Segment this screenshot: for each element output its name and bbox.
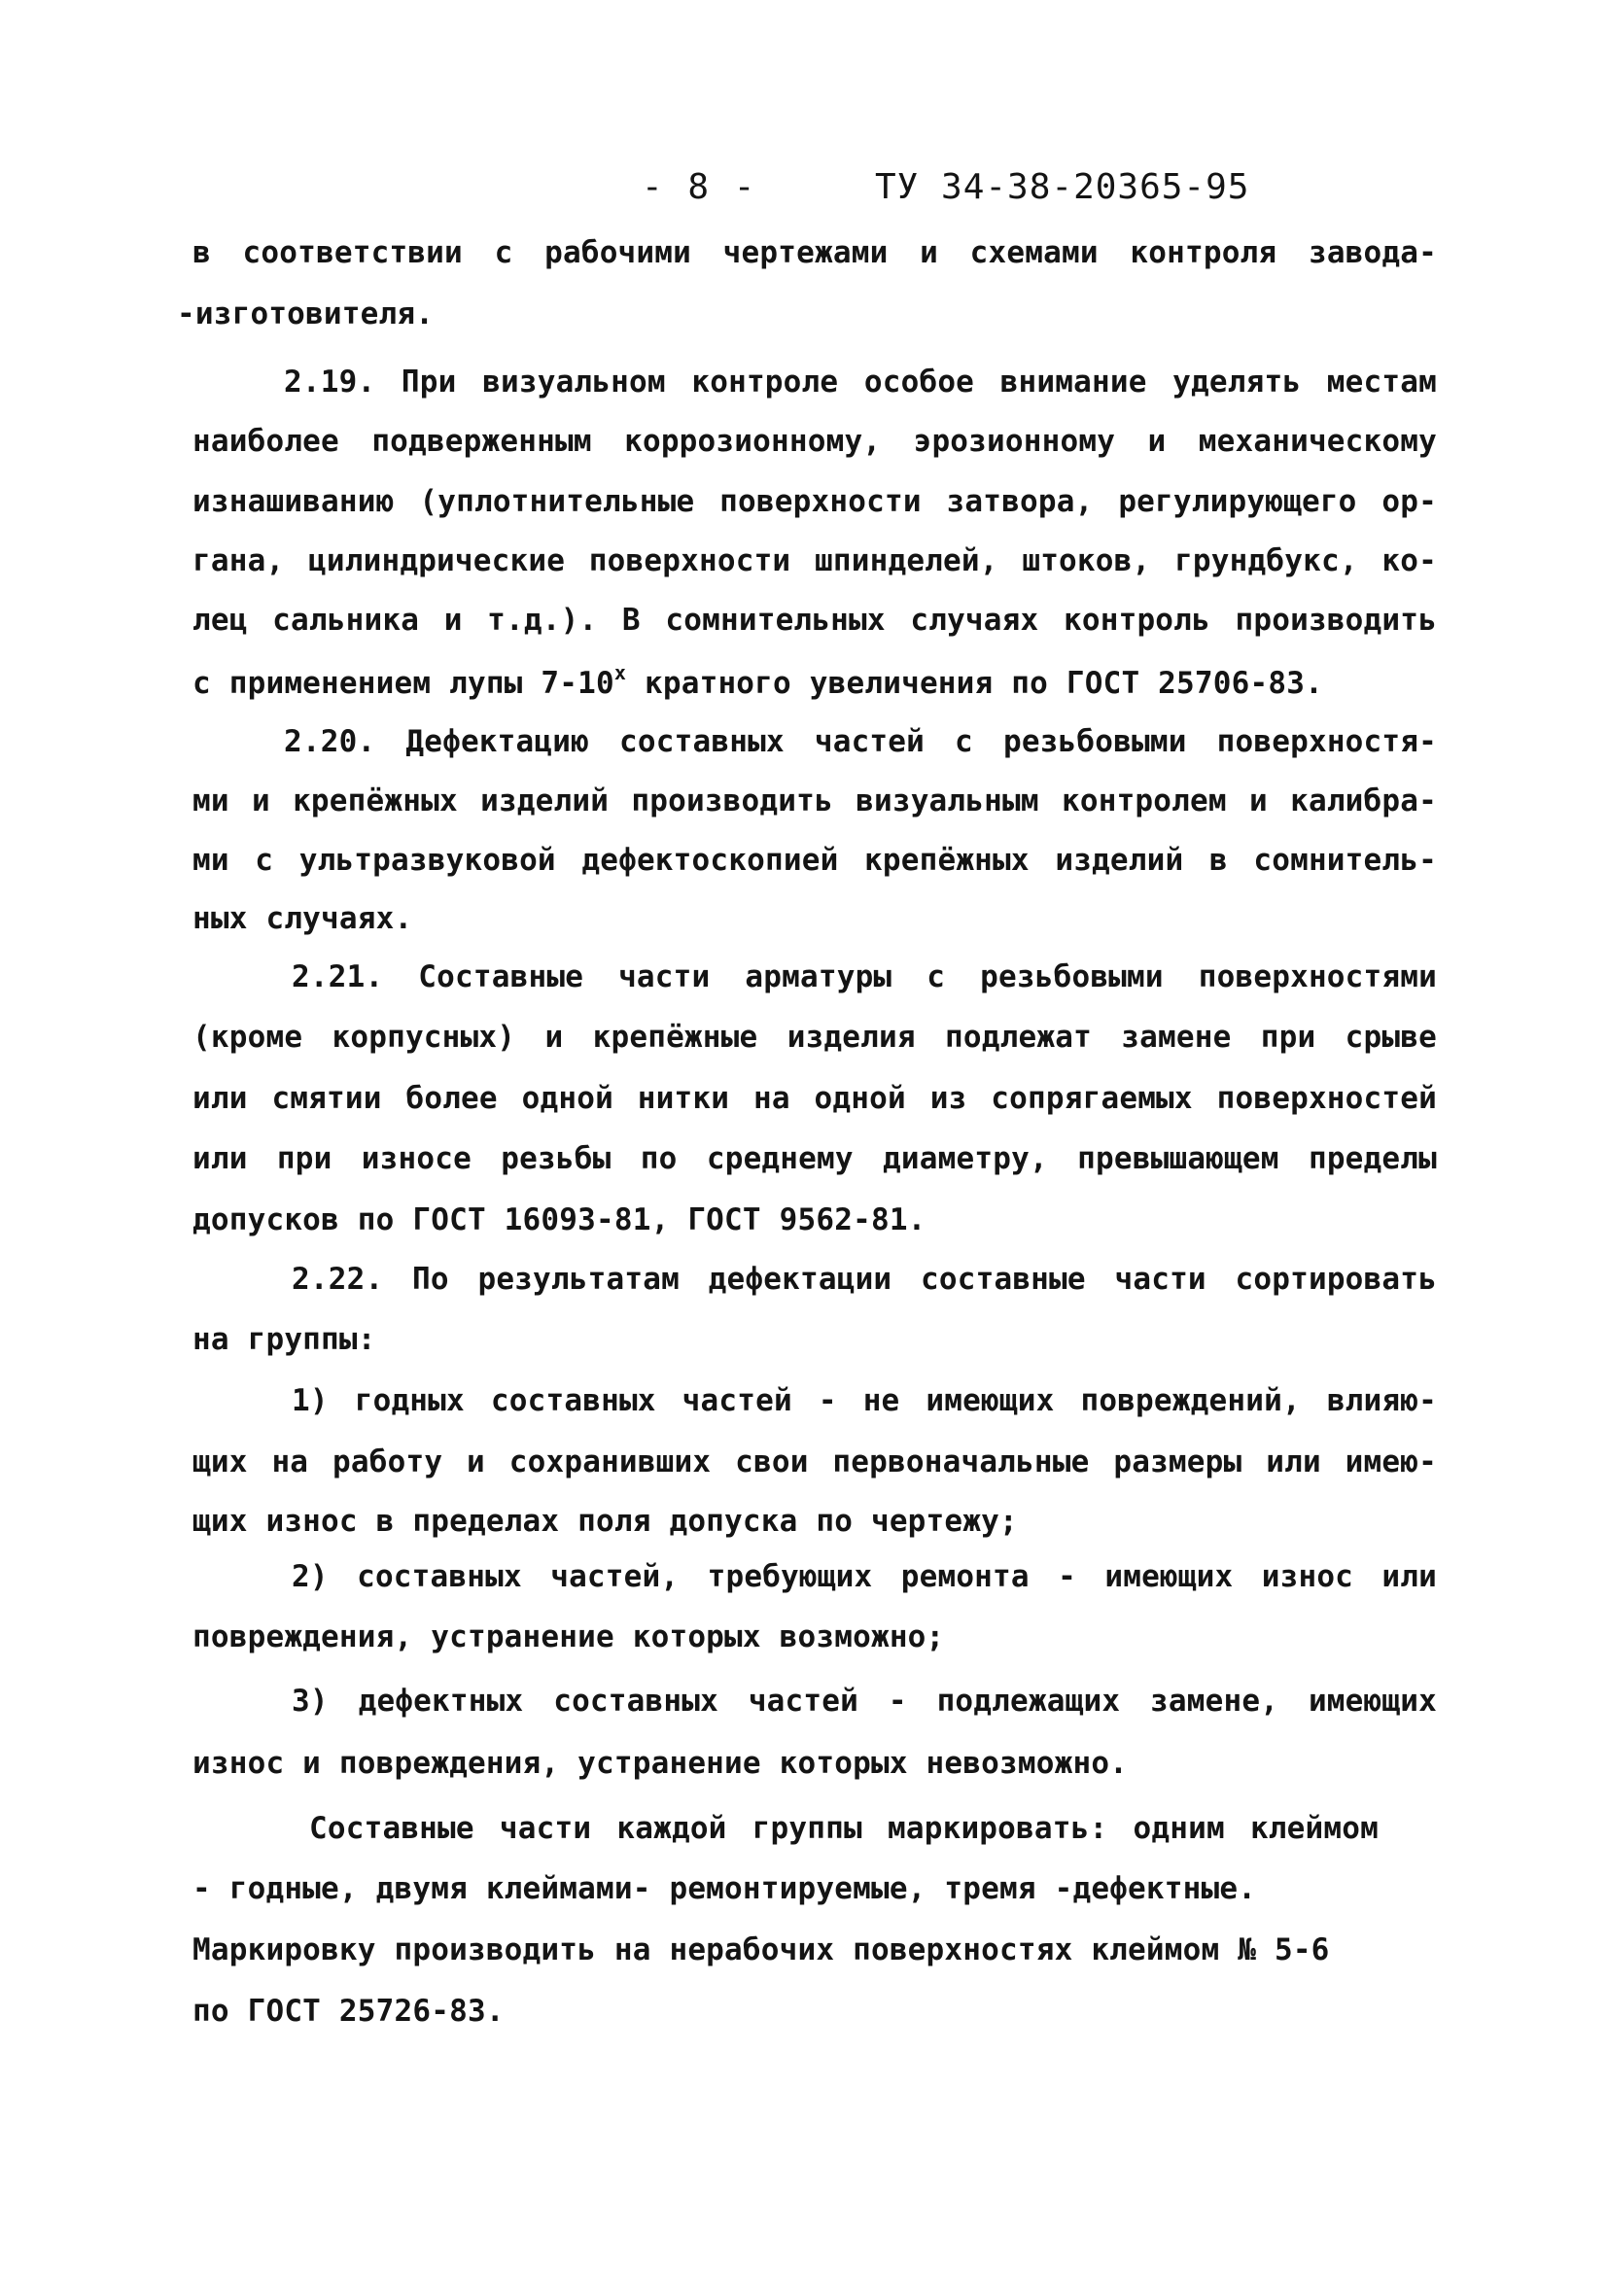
marking-paragraph-first-line: Составные части каждой группы маркировать: одним клеймом: [309, 1811, 1379, 1846]
text-line: щих на работу и сохранивших свои первоначальные размеры или имею-: [192, 1444, 1437, 1479]
text-line: ми с ультразвуковой дефектоскопией крепёжных изделий в сомнитель-: [192, 843, 1437, 878]
text-line: лец сальника и т.д.). В сомнительных случаях контроль производить: [192, 603, 1437, 638]
text-line-magnification: [192, 661, 1323, 703]
clause-2-21-first-line: 2.21. Составные части арматуры с резьбовыми поверхностями: [292, 959, 1437, 994]
text-line: (кроме корпусных) и крепёжные изделия подлежат замене при срыве: [192, 1020, 1437, 1055]
text-fragment: с применением лупы 7-10: [192, 666, 614, 701]
page-header: [0, 167, 1608, 216]
text-line: ных случаях.: [192, 901, 413, 936]
page-number: - 8 -: [642, 167, 757, 207]
text-line: повреждения, устранение которых возможно;: [192, 1619, 945, 1654]
text-line: Маркировку производить на нерабочих поверхностях клеймом № 5-6: [192, 1932, 1330, 1967]
text-line: ми и крепёжных изделий производить визуальным контролем и калибра-: [192, 783, 1437, 818]
clause-2-20-first-line: 2.20. Дефектацию составных частей с резьбовыми поверхностя-: [284, 724, 1437, 759]
text-line: щих износ в пределах поля допуска по чертежу;: [192, 1504, 1018, 1539]
list-item-3-first-line: 3) дефектных составных частей - подлежащих замене, имеющих: [292, 1684, 1437, 1719]
superscript: х: [613, 661, 627, 684]
text-line: наиболее подверженным коррозионному, эрозионному и механическому: [192, 424, 1437, 459]
text-line: допусков по ГОСТ 16093-81, ГОСТ 9562-81.: [192, 1202, 926, 1237]
text-line: или смятии более одной нитки на одной из сопрягаемых поверхностей: [192, 1081, 1437, 1116]
clause-2-22-first-line: 2.22. По результатам дефектации составные части сортировать: [292, 1262, 1437, 1297]
list-item-1-first-line: 1) годных составных частей - не имеющих повреждений, влияю-: [292, 1383, 1437, 1418]
text-fragment: кратного увеличения по ГОСТ 25706-83.: [626, 666, 1323, 701]
text-line: в соответствии с рабочими чертежами и схемами контроля завода-: [192, 235, 1437, 270]
text-line: -изготовителя.: [177, 296, 435, 331]
text-line: или при износе резьбы по среднему диаметру, превышающем пределы: [192, 1141, 1437, 1176]
text-line: износ и повреждения, устранение которых невозможно.: [192, 1746, 1129, 1781]
list-item-2-first-line: 2) составных частей, требующих ремонта - имеющих износ или: [292, 1559, 1437, 1594]
text-line: по ГОСТ 25726-83.: [192, 1994, 505, 2029]
text-line: изнашиванию (уплотнительные поверхности затвора, регулирующего ор-: [192, 484, 1437, 519]
document-code: ТУ 34-38-20365-95: [875, 167, 1250, 207]
clause-2-19-first-line: 2.19. При визуальном контроле особое внимание уделять местам: [284, 365, 1437, 400]
text-line: - годные, двумя клеймами- ремонтируемые, тремя -дефектные.: [192, 1871, 1257, 1906]
text-line: на группы:: [192, 1322, 376, 1357]
text-line: гана, цилиндрические поверхности шпинделей, штоков, грундбукс, ко-: [192, 543, 1437, 578]
